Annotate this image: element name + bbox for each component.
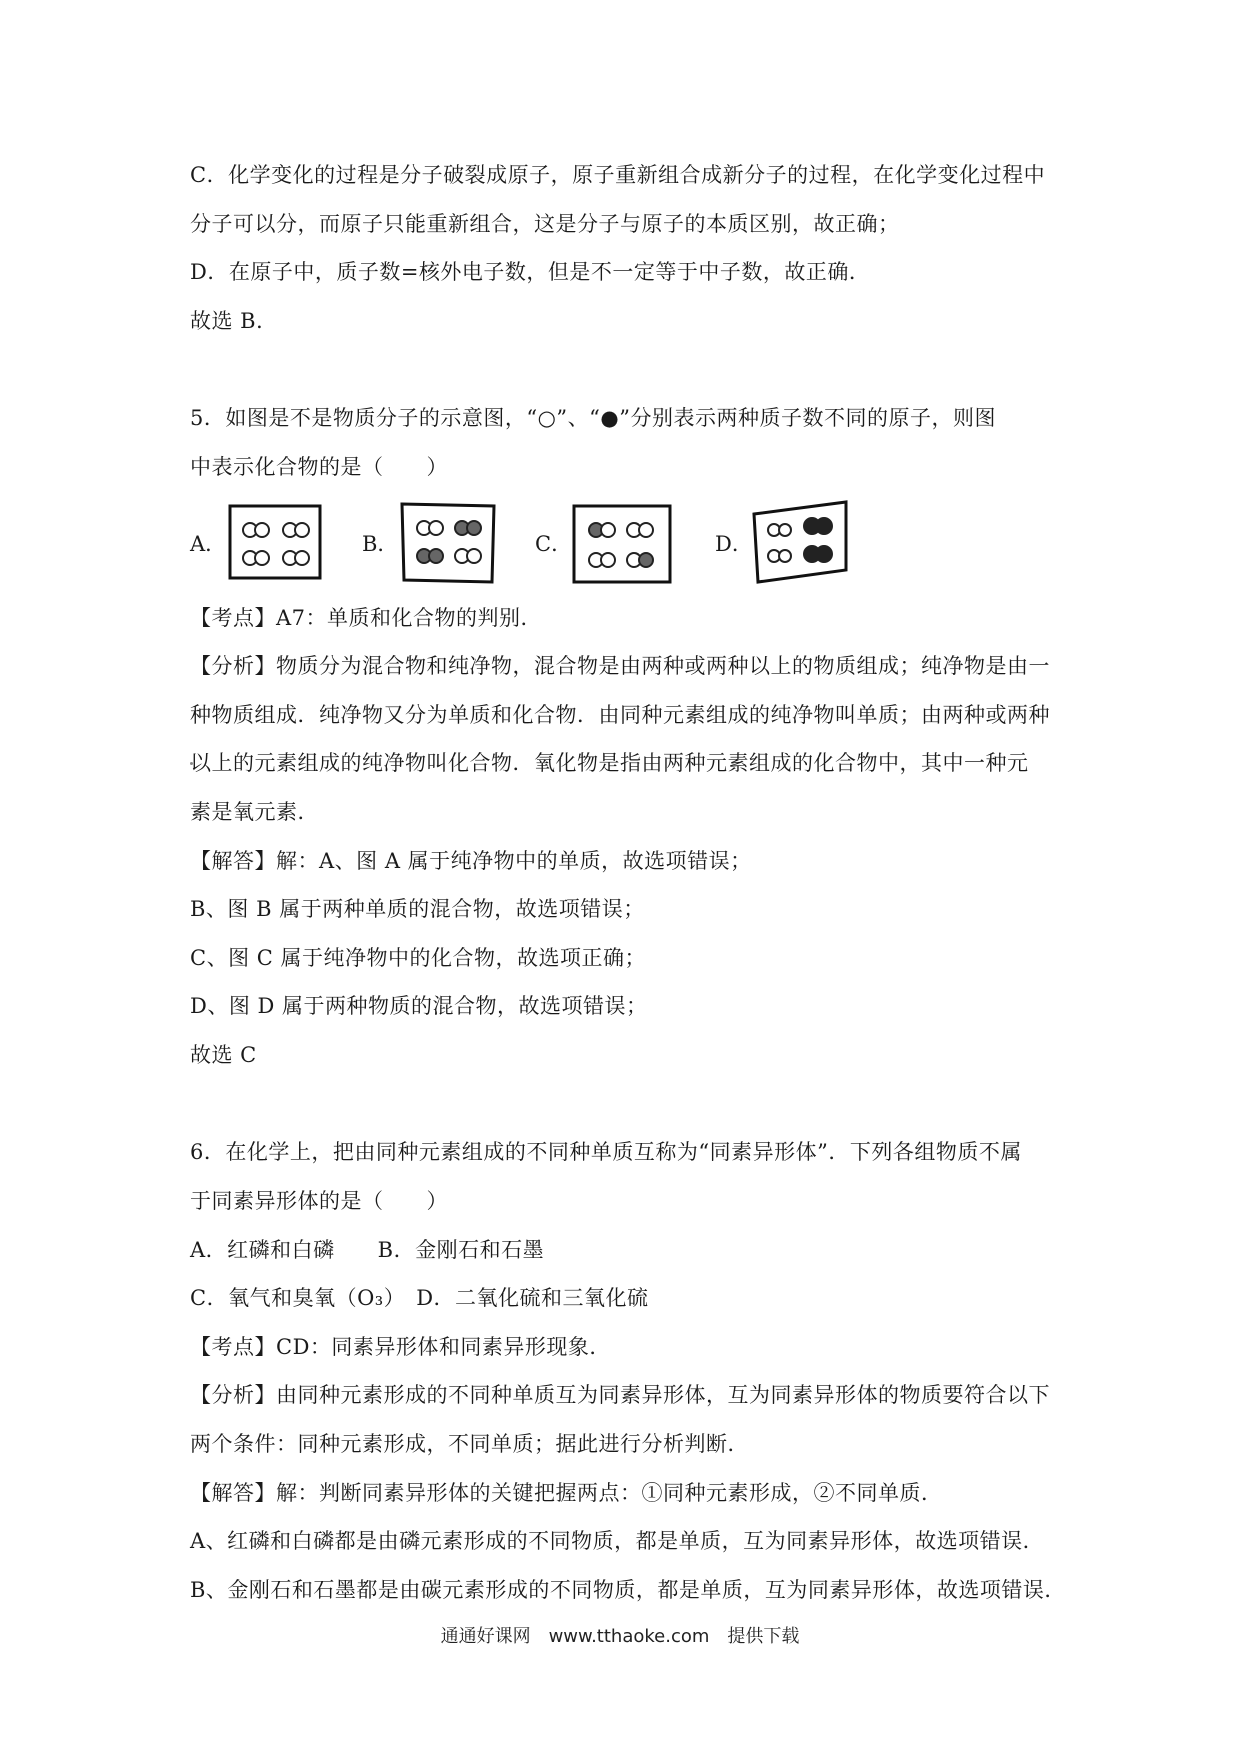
atom-white	[467, 549, 481, 563]
atom-white	[601, 523, 615, 537]
q4-answer: 故选 B．	[190, 309, 278, 333]
page-footer: 通通好课网 www.tthaoke.com 提供下载	[440, 1626, 800, 1647]
q6-stem-line2: 于同素异形体的是（ ）	[190, 1189, 448, 1213]
atom-white	[779, 550, 791, 562]
q4-option-d-line: D．在原子中，质子数=核外电子数，但是不一定等于中子数，故正确．	[190, 260, 871, 284]
q5-kaodian: 【考点】A7：单质和化合物的判别．	[190, 606, 543, 630]
q5-fenxi-line1: 【分析】物质分为混合物和纯净物，混合物是由两种或两种以上的物质组成；纯净物是由一	[190, 654, 1050, 678]
atom-black	[816, 546, 832, 562]
q6-jieda-line3: B、金刚石和石墨都是由碳元素形成的不同物质，都是单质，互为同素异形体，故选项错误．	[190, 1578, 1066, 1602]
q5-figure-options	[190, 500, 890, 600]
q6-jieda-line2: A、红磷和白磷都是由磷元素形成的不同物质，都是单质，互为同素异形体，故选项错误．	[190, 1529, 1045, 1553]
atom-white	[779, 524, 791, 536]
q5-jieda-line4: D、图 D 属于两种物质的混合物，故选项错误；	[190, 994, 648, 1018]
q4-option-c-line2: 分子可以分，而原子只能重新组合，这是分子与原子的本质区别，故正确；	[190, 212, 900, 236]
q6-fenxi-line2: 两个条件：同种元素形成，不同单质；据此进行分析判断．	[190, 1432, 749, 1456]
q6-kaodian: 【考点】CD：同素异形体和同素异形现象．	[190, 1335, 611, 1359]
atom-white	[255, 551, 269, 565]
q5-answer: 故选 C	[190, 1043, 257, 1067]
q5-option-a-figure	[228, 504, 322, 582]
q5-option-b-label: B．	[362, 532, 399, 556]
q5-fenxi-line4: 素是氧元素．	[190, 800, 319, 824]
atom-black	[467, 521, 481, 535]
q5-option-b-figure	[398, 500, 498, 586]
q4-option-c-line1: C．化学变化的过程是分子破裂成原子，原子重新组合成新分子的过程，在化学变化过程中	[190, 163, 1046, 187]
atom-black	[816, 518, 832, 534]
atom-black	[429, 549, 443, 563]
q6-jieda-line1: 【解答】解：判断同素异形体的关键把握两点：①同种元素形成，②不同单质．	[190, 1481, 943, 1505]
q5-jieda-line1: 【解答】解：A、图 A 属于纯净物中的单质，故选项错误；	[190, 849, 752, 873]
atom-black	[639, 553, 653, 567]
q5-fenxi-line2: 种物质组成．纯净物又分为单质和化合物．由同种元素组成的纯净物叫单质；由两种或两种	[190, 703, 1050, 727]
atom-white	[429, 521, 443, 535]
atom-white	[255, 523, 269, 537]
q6-options-line1: A．红磷和白磷 B．金刚石和石墨	[190, 1238, 545, 1262]
q5-jieda-line3: C、图 C 属于纯净物中的化合物，故选项正确；	[190, 946, 646, 970]
q6-options-line2: C．氧气和臭氧（O₃） D．二氧化硫和三氧化硫	[190, 1286, 649, 1310]
atom-white	[295, 523, 309, 537]
q6-stem-line1: 6．在化学上，把由同种元素组成的不同种单质互称为“同素异形体”．下列各组物质不属	[190, 1140, 1022, 1164]
q5-fenxi-line3: 以上的元素组成的纯净物叫化合物．氧化物是指由两种元素组成的化合物中，其中一种元	[190, 751, 1029, 775]
q5-stem-line1: 5．如图是不是物质分子的示意图，“○”、“●”分别表示两种质子数不同的原子，则图	[190, 406, 996, 430]
atom-white	[639, 523, 653, 537]
q5-stem-line2: 中表示化合物的是（ ）	[190, 455, 448, 479]
q5-jieda-line2: B、图 B 属于两种单质的混合物，故选项错误；	[190, 897, 645, 921]
q5-option-c-figure	[572, 504, 672, 584]
atom-white	[295, 551, 309, 565]
q5-option-c-label: C．	[535, 532, 573, 556]
atom-white	[601, 553, 615, 567]
q5-option-d-label: D．	[715, 532, 753, 556]
q5-option-d-figure	[750, 500, 850, 586]
q5-option-a-label: A．	[190, 532, 227, 556]
q6-fenxi-line1: 【分析】由同种元素形成的不同种单质互为同素异形体，互为同素异形体的物质要符合以下	[190, 1383, 1050, 1407]
